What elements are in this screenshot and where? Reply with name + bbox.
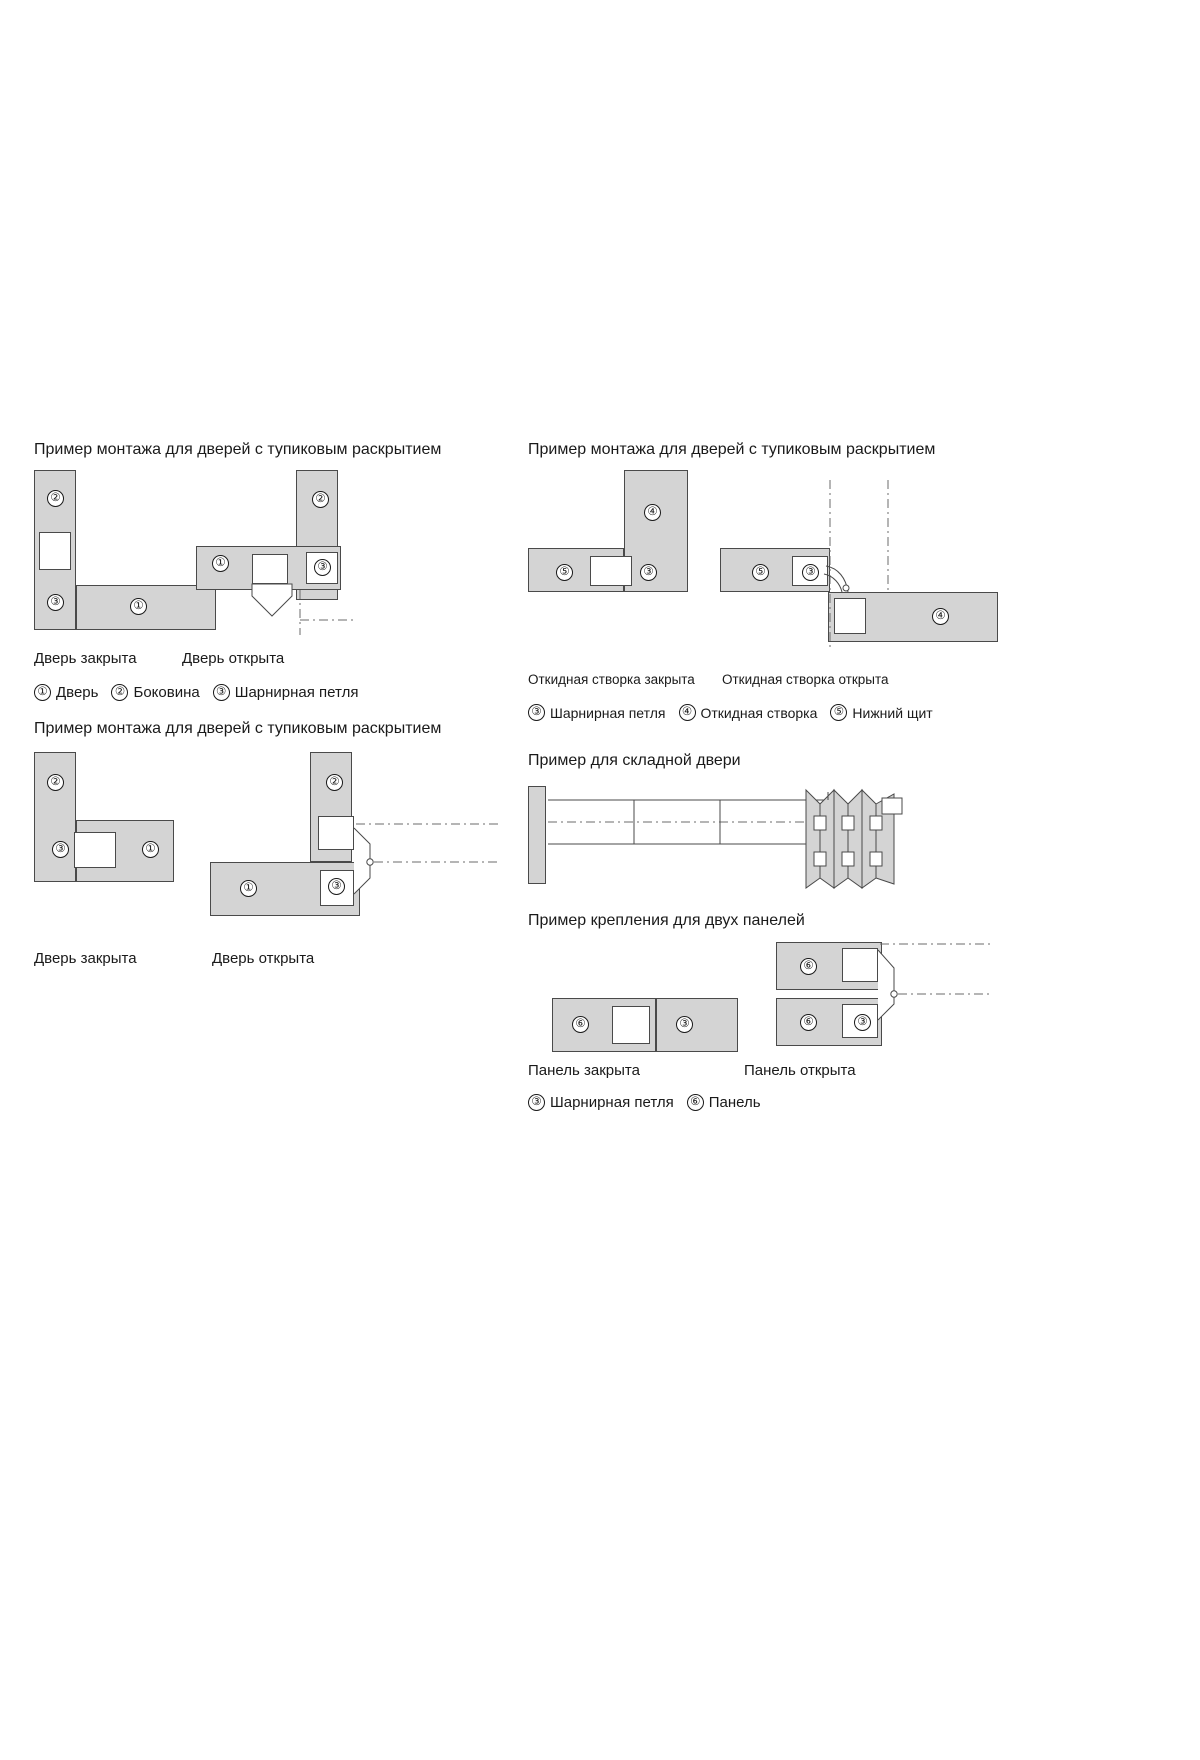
figure-door-open-1 [196,470,426,640]
marker-3: ③ [328,878,345,895]
legend-icon-2: ② [111,684,128,701]
caption-flap-closed: Откидная створка закрыта [528,672,695,687]
hinge-cup-box [39,532,71,570]
legend-label-3: Шарнирная петля [234,684,359,701]
marker-3: ③ [802,564,819,581]
marker-1: ① [130,598,147,615]
hinge-cup-box [612,1006,650,1044]
side-panel-vertical [34,752,76,882]
two-panels-heading: Пример крепления для двух панелей [528,912,805,929]
figure-door-open-2 [210,752,520,932]
marker-3: ③ [52,841,69,858]
right-top-heading: Пример монтажа для дверей с тупиковым раскрытием [528,441,936,458]
caption-door-open-2: Дверь открыта [212,950,315,967]
legend-icon-6: ⑥ [687,1094,704,1111]
marker-2: ② [47,490,64,507]
legend-icon-3: ③ [213,684,230,701]
hinge-cup-box [590,556,632,586]
caption-flap-open: Откидная створка открыта [722,672,889,687]
marker-4: ④ [932,608,949,625]
figure-flap-closed [528,470,708,600]
marker-3: ③ [640,564,657,581]
marker-2: ② [326,774,343,791]
legend-icon-1: ① [34,684,51,701]
legend-label-1: Дверь [56,684,99,701]
legend-two-panels [528,1094,769,1111]
marker-2: ② [47,774,64,791]
legend-label-2: Боковина [133,684,200,701]
legend-left-top [34,684,366,701]
legend-icon-3: ③ [528,1094,545,1111]
legend-label-6: Панель [708,1094,761,1111]
caption-panel-open: Панель открыта [744,1062,856,1079]
legend-icon-4: ④ [679,704,696,721]
figure-flap-open [720,470,1010,650]
marker-3-bottom: ③ [854,1014,871,1031]
left-bottom-heading: Пример монтажа для дверей с тупиковым раскрытием [34,720,442,737]
panel-open-guides [776,942,996,1062]
legend-right-top [528,704,941,721]
door-open-guides [196,470,426,640]
legend-icon-3: ③ [528,704,545,721]
marker-1: ① [240,880,257,897]
figure-folding-door [528,782,948,892]
legend-icon-5: ⑤ [830,704,847,721]
marker-2: ② [312,491,329,508]
figure-panel-open [776,942,996,1062]
marker-6-bottom: ⑥ [800,1014,817,1031]
flap-open-guides [720,470,1010,650]
folding-door-heading: Пример для складной двери [528,752,741,769]
panel-right [656,998,738,1052]
figure-door-closed-2 [34,752,234,892]
folding-door-lines [528,782,948,892]
hinge-cup-box [74,832,116,868]
legend-label-5: Нижний щит [852,704,933,721]
marker-1: ① [142,841,159,858]
marker-3: ③ [47,594,64,611]
caption-door-closed-2: Дверь закрыта [34,950,137,967]
marker-3: ③ [314,559,331,576]
marker-1: ① [212,555,229,572]
marker-3: ③ [676,1016,693,1033]
left-top-heading: Пример монтажа для дверей с тупиковым раскрытием [34,441,442,458]
marker-6-top: ⑥ [800,958,817,975]
marker-5: ⑤ [556,564,573,581]
caption-panel-closed: Панель закрыта [528,1062,640,1079]
marker-5: ⑤ [752,564,769,581]
door-open-2-guides [210,752,520,932]
legend-label-3: Шарнирная петля [550,1094,674,1111]
figure-panel-closed [552,998,738,1052]
marker-4: ④ [644,504,661,521]
marker-6: ⑥ [572,1016,589,1033]
caption-door-closed-1: Дверь закрыта [34,650,137,667]
legend-label-3: Шарнирная петля [550,704,666,721]
caption-door-open-1: Дверь открыта [182,650,285,667]
legend-label-4: Откидная створка [700,704,818,721]
